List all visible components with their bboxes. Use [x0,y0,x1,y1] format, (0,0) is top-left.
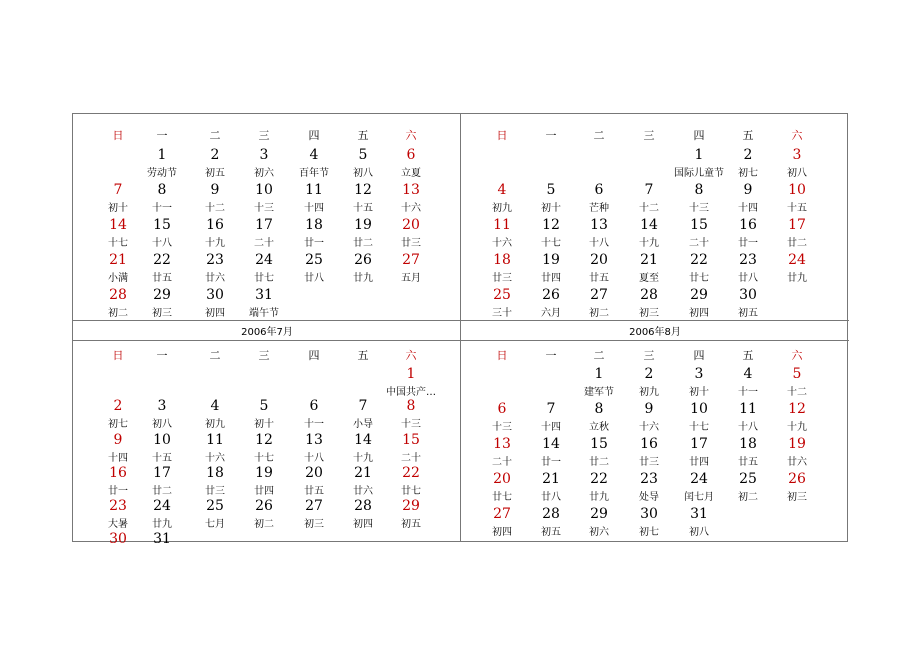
august-lunar-label: 廿一 [541,457,561,468]
may-day-number: 18 [305,217,323,233]
june-day-number: 14 [640,217,658,233]
august-day-number: 16 [640,436,658,452]
may-day-number: 7 [113,182,123,198]
july-lunar-label: 初七 [108,419,128,430]
august-day-number: 13 [493,436,511,452]
june-day-number: 27 [590,287,608,303]
may-day-number: 25 [305,252,323,268]
may-day-number: 1 [157,147,167,163]
july-weekday-header: 四 [308,349,320,362]
august-lunar-label: 廿六 [787,457,807,468]
may-lunar-label: 十八 [152,238,172,249]
july-day-number: 4 [210,398,220,414]
may-day-number: 11 [305,182,323,198]
right-divider-bottom [460,340,849,341]
august-weekday-header: 四 [693,349,705,362]
may-day-number: 23 [206,252,224,268]
august-weekday-header: 二 [593,349,605,362]
july-day-number: 24 [153,498,171,514]
august-lunar-label: 廿四 [689,457,709,468]
august-day-number: 10 [690,401,708,417]
may-day-number: 19 [354,217,372,233]
may-lunar-label: 十六 [401,203,421,214]
may-lunar-label: 初十 [108,203,128,214]
caption-july: 2006年7月 [241,327,293,338]
july-day-number: 3 [157,398,167,414]
july-day-number: 26 [255,498,273,514]
june-weekday-header: 五 [742,129,754,142]
june-day-number: 16 [739,217,757,233]
june-lunar-label: 三十 [492,308,512,319]
left-divider-top [72,320,461,321]
august-lunar-label: 十一 [738,387,758,398]
may-day-number: 27 [402,252,420,268]
august-day-number: 25 [739,471,757,487]
july-lunar-label: 廿七 [401,486,421,497]
june-lunar-label: 二十 [689,238,709,249]
may-day-number: 6 [406,147,416,163]
august-day-number: 15 [590,436,608,452]
august-day-number: 28 [542,506,560,522]
july-lunar-label: 十五 [152,453,172,464]
july-lunar-label: 廿三 [205,486,225,497]
july-day-number: 21 [354,465,372,481]
august-lunar-label: 廿二 [589,457,609,468]
may-lunar-label: 百年节 [299,168,329,179]
august-day-number: 22 [590,471,608,487]
june-day-number: 28 [640,287,658,303]
may-lunar-label: 初三 [152,308,172,319]
july-day-number: 20 [305,465,323,481]
right-divider-top [460,320,849,321]
may-day-number: 22 [153,252,171,268]
july-day-number: 1 [406,366,416,382]
july-lunar-label: 初二 [254,519,274,530]
august-lunar-label: 初六 [589,527,609,538]
may-day-number: 29 [153,287,171,303]
july-day-number: 13 [305,432,323,448]
july-weekday-header: 二 [209,349,221,362]
june-day-number: 10 [788,182,806,198]
may-lunar-label: 十二 [205,203,225,214]
august-weekday-header: 六 [791,349,803,362]
july-lunar-label: 七月 [205,519,225,530]
july-lunar-label: 十三 [401,419,421,430]
august-lunar-label: 十六 [639,422,659,433]
august-lunar-label: 廿七 [492,492,512,503]
august-lunar-label: 初九 [639,387,659,398]
july-lunar-label: 初八 [152,419,172,430]
june-day-number: 1 [694,147,704,163]
august-lunar-label: 十四 [541,422,561,433]
july-weekday-header: 六 [405,349,417,362]
july-day-number: 29 [402,498,420,514]
june-day-number: 4 [497,182,507,198]
july-lunar-label: 廿二 [152,486,172,497]
may-day-number: 14 [109,217,127,233]
june-lunar-label: 初三 [639,308,659,319]
june-day-number: 7 [644,182,654,198]
july-lunar-label: 十九 [353,453,373,464]
may-day-number: 9 [210,182,220,198]
july-day-number: 28 [354,498,372,514]
june-day-number: 21 [640,252,658,268]
june-day-number: 3 [792,147,802,163]
may-day-number: 28 [109,287,127,303]
left-divider-bottom [72,340,461,341]
may-lunar-label: 廿八 [304,273,324,284]
june-day-number: 13 [590,217,608,233]
june-lunar-label: 初九 [492,203,512,214]
center-divider [460,113,461,542]
july-day-number: 10 [153,432,171,448]
june-lunar-label: 芒种 [589,203,609,214]
august-day-number: 29 [590,506,608,522]
july-lunar-label: 十八 [304,453,324,464]
may-lunar-label: 十三 [254,203,274,214]
may-weekday-header: 六 [405,129,417,142]
june-lunar-label: 十七 [541,238,561,249]
august-lunar-label: 立秋 [589,422,609,433]
august-lunar-label: 闰七月 [684,492,714,503]
june-day-number: 30 [739,287,757,303]
may-lunar-label: 廿五 [152,273,172,284]
august-weekday-header: 一 [545,349,557,362]
july-lunar-label: 廿五 [304,486,324,497]
august-day-number: 17 [690,436,708,452]
july-lunar-label: 初九 [205,419,225,430]
may-day-number: 2 [210,147,220,163]
august-lunar-label: 初七 [639,527,659,538]
august-day-number: 30 [640,506,658,522]
june-weekday-header: 一 [545,129,557,142]
august-day-number: 24 [690,471,708,487]
august-lunar-label: 建军节 [584,387,614,398]
june-lunar-label: 夏至 [639,273,659,284]
july-lunar-label: 小导 [353,419,373,430]
july-day-number: 7 [358,398,368,414]
july-weekday-header: 三 [258,349,270,362]
july-day-number: 27 [305,498,323,514]
august-day-number: 26 [788,471,806,487]
may-day-number: 21 [109,252,127,268]
august-lunar-label: 十九 [787,422,807,433]
may-weekday-header: 三 [258,129,270,142]
august-day-number: 20 [493,471,511,487]
july-weekday-header: 一 [156,349,168,362]
june-day-number: 24 [788,252,806,268]
may-lunar-label: 二十 [254,238,274,249]
june-lunar-label: 十五 [787,203,807,214]
june-lunar-label: 国际儿童节 [674,168,724,179]
may-lunar-label: 立夏 [401,168,421,179]
june-lunar-label: 十六 [492,238,512,249]
august-day-number: 1 [594,366,604,382]
june-day-number: 26 [542,287,560,303]
may-day-number: 15 [153,217,171,233]
may-lunar-label: 十五 [353,203,373,214]
august-day-number: 12 [788,401,806,417]
june-weekday-header: 二 [593,129,605,142]
may-weekday-header: 一 [156,129,168,142]
july-day-number: 22 [402,465,420,481]
august-lunar-label: 初四 [492,527,512,538]
may-day-number: 16 [206,217,224,233]
august-day-number: 21 [542,471,560,487]
may-day-number: 5 [358,147,368,163]
june-lunar-label: 廿三 [492,273,512,284]
may-lunar-label: 劳动节 [147,168,177,179]
june-day-number: 12 [542,217,560,233]
may-lunar-label: 五月 [401,273,421,284]
june-lunar-label: 廿七 [689,273,709,284]
june-lunar-label: 十四 [738,203,758,214]
june-lunar-label: 初四 [689,308,709,319]
june-lunar-label: 廿四 [541,273,561,284]
july-lunar-label: 初十 [254,419,274,430]
june-day-number: 6 [594,182,604,198]
august-weekday-header: 五 [742,349,754,362]
july-lunar-label: 廿一 [108,486,128,497]
june-day-number: 9 [743,182,753,198]
june-lunar-label: 初七 [738,168,758,179]
july-day-number: 6 [309,398,319,414]
may-lunar-label: 十一 [152,203,172,214]
june-day-number: 15 [690,217,708,233]
june-day-number: 5 [546,182,556,198]
caption-august: 2006年8月 [629,327,681,338]
july-lunar-label: 廿四 [254,486,274,497]
may-day-number: 30 [206,287,224,303]
july-lunar-label: 十一 [304,419,324,430]
june-weekday-header: 四 [693,129,705,142]
june-lunar-label: 十九 [639,238,659,249]
july-lunar-label: 初四 [353,519,373,530]
august-day-number: 8 [594,401,604,417]
august-lunar-label: 十八 [738,422,758,433]
may-day-number: 13 [402,182,420,198]
july-day-number: 2 [113,398,123,414]
july-day-number: 9 [113,432,123,448]
june-day-number: 11 [493,217,511,233]
june-lunar-label: 初十 [541,203,561,214]
august-lunar-label: 处导 [639,492,659,503]
july-day-number: 18 [206,465,224,481]
july-day-number: 25 [206,498,224,514]
june-day-number: 19 [542,252,560,268]
june-day-number: 23 [739,252,757,268]
august-lunar-label: 廿五 [738,457,758,468]
july-lunar-label: 初三 [304,519,324,530]
august-lunar-label: 廿八 [541,492,561,503]
may-lunar-label: 廿九 [353,273,373,284]
july-day-number: 12 [255,432,273,448]
may-lunar-label: 廿六 [205,273,225,284]
may-lunar-label: 廿二 [353,238,373,249]
july-day-number: 23 [109,498,127,514]
july-day-number: 19 [255,465,273,481]
july-lunar-label: 中国共产… [386,387,436,398]
july-day-number: 5 [259,398,269,414]
august-lunar-label: 初十 [689,387,709,398]
july-weekday-header: 日 [112,349,124,362]
july-day-number: 11 [206,432,224,448]
june-day-number: 18 [493,252,511,268]
august-day-number: 11 [739,401,757,417]
august-day-number: 2 [644,366,654,382]
june-day-number: 2 [743,147,753,163]
may-lunar-label: 初四 [205,308,225,319]
may-lunar-label: 廿七 [254,273,274,284]
august-day-number: 18 [739,436,757,452]
august-lunar-label: 初五 [541,527,561,538]
july-day-number: 14 [354,432,372,448]
may-lunar-label: 小满 [108,273,128,284]
july-day-number: 17 [153,465,171,481]
june-day-number: 29 [690,287,708,303]
may-day-number: 17 [255,217,273,233]
june-weekday-header: 日 [496,129,508,142]
june-day-number: 17 [788,217,806,233]
july-day-number: 8 [406,398,416,414]
june-day-number: 22 [690,252,708,268]
august-lunar-label: 十二 [787,387,807,398]
july-lunar-label: 廿六 [353,486,373,497]
may-lunar-label: 十四 [304,203,324,214]
august-day-number: 6 [497,401,507,417]
august-lunar-label: 十三 [492,422,512,433]
june-lunar-label: 廿二 [787,238,807,249]
june-lunar-label: 初八 [787,168,807,179]
may-weekday-header: 日 [112,129,124,142]
august-day-number: 14 [542,436,560,452]
may-day-number: 26 [354,252,372,268]
august-lunar-label: 初二 [738,492,758,503]
may-day-number: 20 [402,217,420,233]
june-day-number: 8 [694,182,704,198]
july-lunar-label: 大暑 [108,519,128,530]
may-day-number: 4 [309,147,319,163]
june-weekday-header: 三 [643,129,655,142]
august-lunar-label: 廿九 [589,492,609,503]
august-day-number: 3 [694,366,704,382]
july-day-number: 31 [153,531,171,547]
may-lunar-label: 初六 [254,168,274,179]
july-lunar-label: 十六 [205,453,225,464]
june-lunar-label: 廿八 [738,273,758,284]
may-lunar-label: 廿三 [401,238,421,249]
june-lunar-label: 十二 [639,203,659,214]
june-lunar-label: 廿一 [738,238,758,249]
june-lunar-label: 六月 [541,308,561,319]
july-lunar-label: 二十 [401,453,421,464]
august-day-number: 7 [546,401,556,417]
june-weekday-header: 六 [791,129,803,142]
june-lunar-label: 初二 [589,308,609,319]
may-lunar-label: 初八 [353,168,373,179]
may-lunar-label: 廿一 [304,238,324,249]
june-lunar-label: 十八 [589,238,609,249]
august-day-number: 9 [644,401,654,417]
july-day-number: 30 [109,531,127,547]
june-day-number: 20 [590,252,608,268]
may-lunar-label: 十七 [108,238,128,249]
may-weekday-header: 二 [209,129,221,142]
august-day-number: 27 [493,506,511,522]
may-day-number: 24 [255,252,273,268]
may-weekday-header: 五 [357,129,369,142]
august-day-number: 19 [788,436,806,452]
august-weekday-header: 三 [643,349,655,362]
june-day-number: 25 [493,287,511,303]
may-lunar-label: 初五 [205,168,225,179]
august-weekday-header: 日 [496,349,508,362]
july-day-number: 16 [109,465,127,481]
july-lunar-label: 十七 [254,453,274,464]
may-day-number: 12 [354,182,372,198]
july-day-number: 15 [402,432,420,448]
august-lunar-label: 初三 [787,492,807,503]
august-lunar-label: 廿三 [639,457,659,468]
june-lunar-label: 廿五 [589,273,609,284]
july-lunar-label: 十四 [108,453,128,464]
august-day-number: 4 [743,366,753,382]
may-weekday-header: 四 [308,129,320,142]
may-day-number: 3 [259,147,269,163]
june-lunar-label: 廿九 [787,273,807,284]
july-weekday-header: 五 [357,349,369,362]
august-lunar-label: 二十 [492,457,512,468]
august-day-number: 5 [792,366,802,382]
may-lunar-label: 端午节 [249,308,279,319]
june-lunar-label: 十三 [689,203,709,214]
august-day-number: 23 [640,471,658,487]
august-day-number: 31 [690,506,708,522]
may-lunar-label: 初二 [108,308,128,319]
july-lunar-label: 初五 [401,519,421,530]
may-day-number: 10 [255,182,273,198]
july-lunar-label: 廿九 [152,519,172,530]
may-day-number: 8 [157,182,167,198]
august-lunar-label: 十七 [689,422,709,433]
june-lunar-label: 初五 [738,308,758,319]
may-lunar-label: 十九 [205,238,225,249]
august-lunar-label: 初八 [689,527,709,538]
may-day-number: 31 [255,287,273,303]
